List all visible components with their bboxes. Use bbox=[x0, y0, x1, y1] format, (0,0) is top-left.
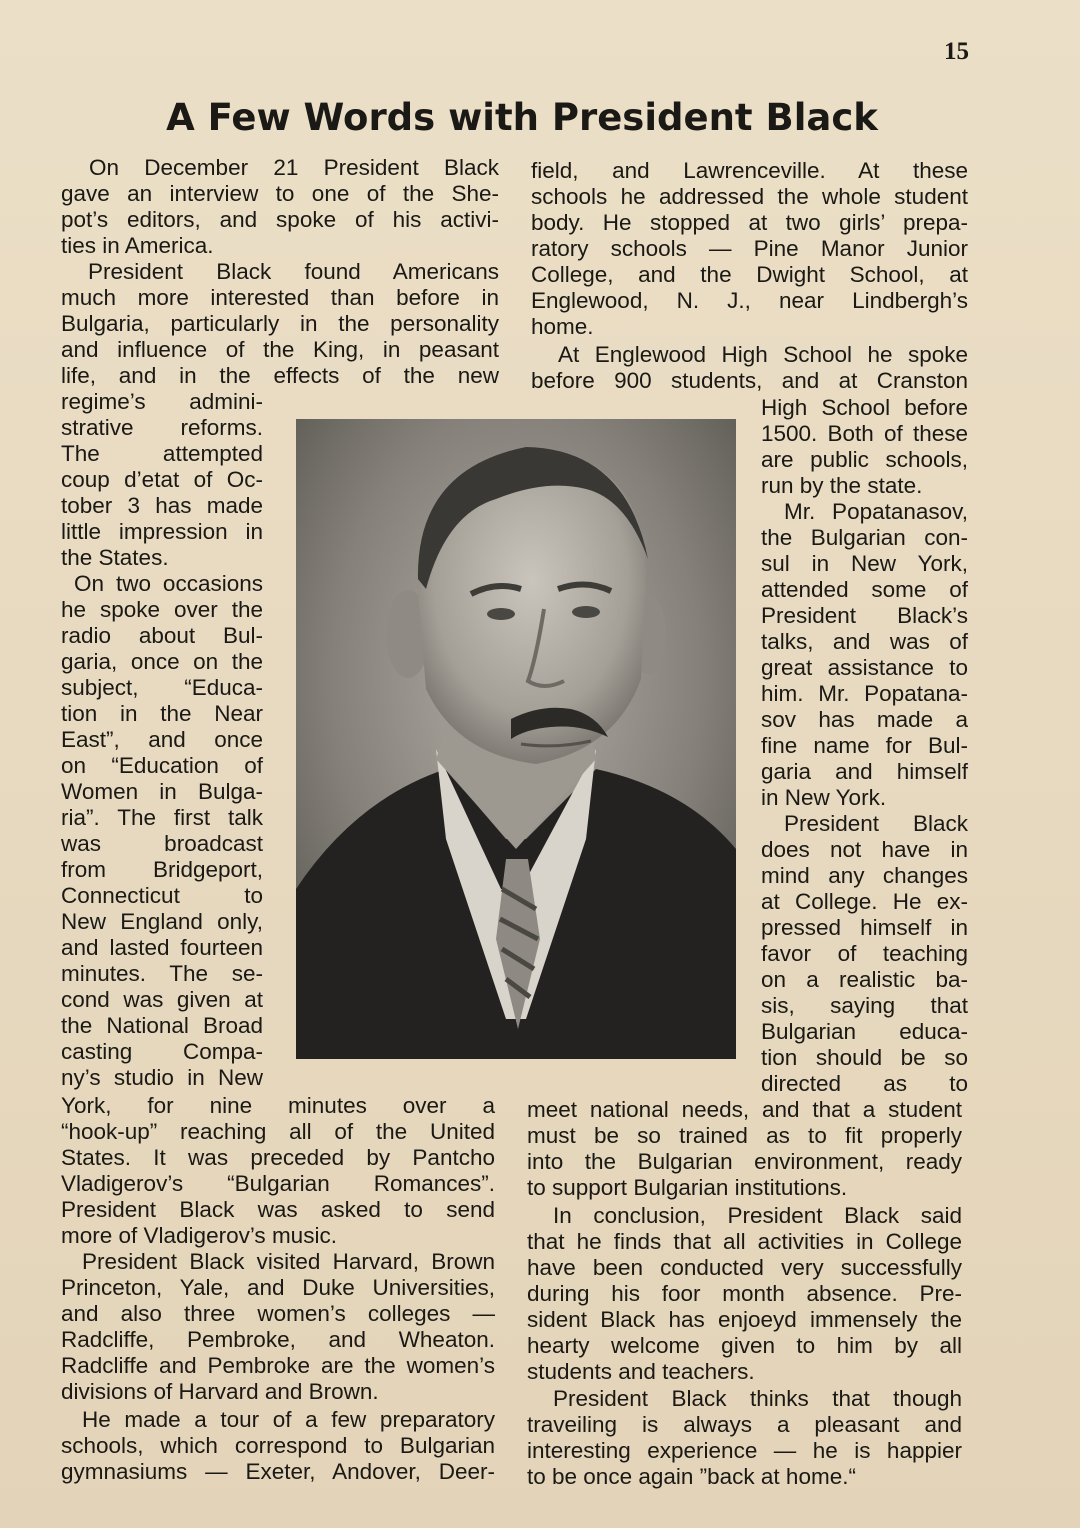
article-line: “hook-up” reaching all of the United bbox=[61, 1119, 495, 1144]
article-line: Radcliffe, Pembroke, and Wheaton. bbox=[61, 1327, 495, 1352]
article-line: run by the state. bbox=[761, 473, 923, 498]
article-line: meet national needs, and that a student bbox=[527, 1097, 962, 1122]
article-line: New England only, bbox=[61, 909, 263, 934]
article-line: fine name for Bul- bbox=[761, 733, 968, 758]
article-line: the National Broad bbox=[61, 1013, 263, 1038]
article-line: mind any changes bbox=[761, 863, 968, 888]
article-line: Englewood, N. J., near Lindbergh’s bbox=[531, 288, 968, 313]
article-line: schools, which correspond to Bulgarian bbox=[61, 1433, 495, 1458]
article-line: Bulgarian educa- bbox=[761, 1019, 968, 1044]
article-line: much more interested than before in bbox=[61, 285, 499, 310]
article-line: at College. He ex- bbox=[761, 889, 968, 914]
article-line: Vladigerov’s “Bulgarian Romances”. bbox=[61, 1171, 495, 1196]
article-line: High School before bbox=[761, 395, 968, 420]
article-line: divisions of Harvard and Brown. bbox=[61, 1379, 379, 1404]
article-line: and lasted fourteen bbox=[61, 935, 263, 960]
article-line: coup d’etat of Oc- bbox=[61, 467, 263, 492]
article-line: directed as to bbox=[761, 1071, 968, 1096]
article-line: schools he addressed the whole student bbox=[531, 184, 968, 209]
article-line: ratory schools — Pine Manor Junior bbox=[531, 236, 968, 261]
article-line: cond was given at bbox=[61, 987, 263, 1012]
article-line: attended some of bbox=[761, 577, 968, 602]
article-line: gave an interview to one of the She- bbox=[61, 181, 499, 206]
article-line: The attempted bbox=[61, 441, 263, 466]
article-line: President Black visited Harvard, Brown bbox=[82, 1249, 495, 1274]
portrait-photo-icon bbox=[296, 419, 736, 1059]
article-line: great assistance to bbox=[761, 655, 968, 680]
article-line: on “Education of bbox=[61, 753, 263, 778]
article-line: students and teachers. bbox=[527, 1359, 755, 1384]
article-line: President Black’s bbox=[761, 603, 968, 628]
article-line: on a realistic ba- bbox=[761, 967, 968, 992]
page-number: 15 bbox=[944, 38, 969, 65]
article-line: garia and himself bbox=[761, 759, 968, 784]
article-line: East”, and once bbox=[61, 727, 263, 752]
article-line: little impression in bbox=[61, 519, 263, 544]
article-line: into the Bulgarian environment, ready bbox=[527, 1149, 962, 1174]
article-line: are public schools, bbox=[761, 447, 968, 472]
article-line: ties in America. bbox=[61, 233, 214, 258]
article-line: life, and in the effects of the new bbox=[61, 363, 499, 388]
article-line: interesting experience — he is happier bbox=[527, 1438, 962, 1463]
article-line: Bulgaria, particularly in the personality bbox=[61, 311, 499, 336]
article-line: York, for nine minutes over a bbox=[61, 1093, 495, 1118]
article-line: field, and Lawrenceville. At these bbox=[531, 158, 968, 183]
article-line: he spoke over the bbox=[61, 597, 263, 622]
article-line: President Black thinks that though bbox=[553, 1386, 962, 1411]
article-line: does not have in bbox=[761, 837, 968, 862]
article-line: 1500. Both of these bbox=[761, 421, 968, 446]
article-line: President Black bbox=[784, 811, 968, 836]
article-line: sul in New York, bbox=[761, 551, 968, 576]
article-line: the States. bbox=[61, 545, 169, 570]
article-line: States. It was preceded by Pantcho bbox=[61, 1145, 495, 1170]
article-line: must be so trained as to fit properly bbox=[527, 1123, 962, 1148]
article-line: have been conducted very successfully bbox=[527, 1255, 962, 1280]
article-line: more of Vladigerov’s music. bbox=[61, 1223, 337, 1248]
article-line: tion should be so bbox=[761, 1045, 968, 1070]
article-line: tober 3 has made bbox=[61, 493, 263, 518]
article-line: He made a tour of a few preparatory bbox=[82, 1407, 495, 1432]
article-line: was broadcast bbox=[61, 831, 263, 856]
article-line: hearty welcome given to him by all bbox=[527, 1333, 962, 1358]
article-line: minutes. The se- bbox=[61, 961, 263, 986]
article-line: garia, once on the bbox=[61, 649, 263, 674]
article-line: the Bulgarian con- bbox=[761, 525, 968, 550]
article-line: On two occasions bbox=[74, 571, 263, 596]
article-line: In conclusion, President Black said bbox=[553, 1203, 962, 1228]
article-line: home. bbox=[531, 314, 594, 339]
article-line: sident Black has enjoeyd immensely the bbox=[527, 1307, 962, 1332]
article-line: and influence of the King, in peasant bbox=[61, 337, 499, 362]
article-line: radio about Bul- bbox=[61, 623, 263, 648]
article-line: ny’s studio in New bbox=[61, 1065, 263, 1090]
article-line: Connecticut to bbox=[61, 883, 263, 908]
article-line: that he finds that all activities in College bbox=[527, 1229, 962, 1254]
article-line: Princeton, Yale, and Duke Universities, bbox=[61, 1275, 495, 1300]
article-line: ria”. The first talk bbox=[61, 805, 263, 830]
article-line: to support Bulgarian institutions. bbox=[527, 1175, 848, 1200]
article-line: during his foor month absence. Pre- bbox=[527, 1281, 962, 1306]
article-line: Radcliffe and Pembroke are the women’s bbox=[61, 1353, 495, 1378]
article-line: traveiling is always a pleasant and bbox=[527, 1412, 962, 1437]
article-line: tion in the Near bbox=[61, 701, 263, 726]
article-line: President Black was asked to send bbox=[61, 1197, 495, 1222]
article-line: in New York. bbox=[761, 785, 887, 810]
portrait-photo bbox=[296, 419, 736, 1059]
article-line: President Black found Americans bbox=[88, 259, 499, 284]
article-line: regime’s admini- bbox=[61, 389, 263, 414]
article-line: gymnasiums — Exeter, Andover, Deer- bbox=[61, 1459, 495, 1484]
article-line: casting Compa- bbox=[61, 1039, 263, 1064]
article-line: favor of teaching bbox=[761, 941, 968, 966]
article-line: subject, “Educa- bbox=[61, 675, 263, 700]
article-line: Women in Bulga- bbox=[61, 779, 263, 804]
article-line: him. Mr. Popatana- bbox=[761, 681, 968, 706]
article-line: pot’s editors, and spoke of his activi- bbox=[61, 207, 499, 232]
article-line: strative reforms. bbox=[61, 415, 263, 440]
article-line: sis, saying that bbox=[761, 993, 968, 1018]
article-line: from Bridgeport, bbox=[61, 857, 263, 882]
article-line: pressed himself in bbox=[761, 915, 968, 940]
article-line: and also three women’s colleges — bbox=[61, 1301, 495, 1326]
article-title: A Few Words with President Black bbox=[166, 96, 878, 139]
article-line: talks, and was of bbox=[761, 629, 968, 654]
article-line: to be once again ”back at home.“ bbox=[527, 1464, 856, 1489]
article-line: body. He stopped at two girls’ prepa- bbox=[531, 210, 968, 235]
article-line: On December 21 President Black bbox=[89, 155, 499, 180]
article-line: before 900 students, and at Cranston bbox=[531, 368, 968, 393]
article-line: sov has made a bbox=[761, 707, 968, 732]
article-line: At Englewood High School he spoke bbox=[558, 342, 968, 367]
article-line: College, and the Dwight School, at bbox=[531, 262, 968, 287]
article-line: Mr. Popatanasov, bbox=[784, 499, 968, 524]
